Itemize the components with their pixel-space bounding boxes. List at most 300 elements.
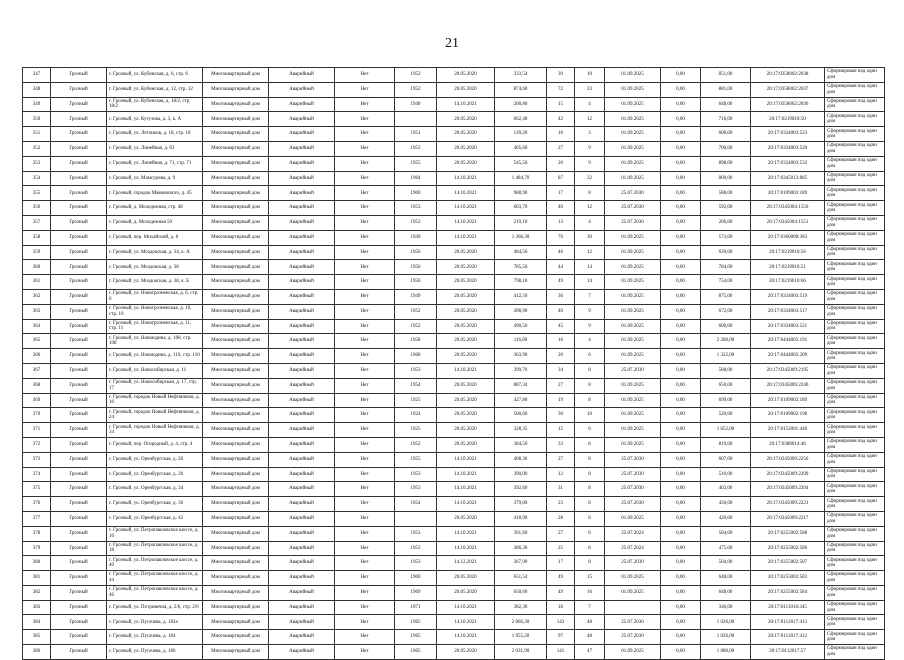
residents-cell: 49 <box>547 571 575 586</box>
area-cell: 219,10 <box>495 215 547 230</box>
cadastral-number-cell: 20:17:0345004:1551 <box>751 215 825 230</box>
resettlement-date-cell: 01.09.2025 <box>605 275 661 290</box>
land-area-cell: 819,00 <box>701 437 751 452</box>
recognition-date-cell: 14.10.2021 <box>437 482 495 497</box>
address-cell: г. Грозный, ул. Кубинская, д. 6, стр. 6 <box>107 68 203 83</box>
building-type-cell: Многоквартирный дом <box>203 497 269 512</box>
resettlement-date-cell: 01.09.2025 <box>605 82 661 97</box>
land-area-cell: 784,00 <box>701 260 751 275</box>
land-area-cell: 881,00 <box>701 82 751 97</box>
cost-cell: 0,00 <box>661 334 701 349</box>
row-number-cell: 350 <box>23 112 51 127</box>
flag-cell: Нет <box>335 630 395 645</box>
flag-cell: Нет <box>335 127 395 142</box>
residents-cell: 76 <box>547 230 575 245</box>
condition-cell: Аварийный <box>269 245 335 260</box>
land-area-cell: 699,00 <box>701 393 751 408</box>
flag-cell: Нет <box>335 482 395 497</box>
condition-cell: Аварийный <box>269 645 335 660</box>
area-cell: 500,60 <box>495 408 547 423</box>
address-cell: г. Грозный, ул. Кубинская, д. 12, стр. 12 <box>107 82 203 97</box>
table-row <box>23 452 885 467</box>
table-row <box>23 334 885 349</box>
flag-cell: Нет <box>335 82 395 97</box>
area-cell: 874,60 <box>495 82 547 97</box>
land-status-cell: Сформирован под один дом <box>825 363 885 378</box>
address-cell: г. Грозный, ул. Оренбургская, д. 26 <box>107 452 203 467</box>
area-cell: 798,10 <box>495 275 547 290</box>
municipality-cell: Грозный <box>51 363 107 378</box>
cost-cell: 0,00 <box>661 393 701 408</box>
apartments-cell: 6 <box>575 423 605 438</box>
flag-cell: Нет <box>335 141 395 156</box>
area-cell: 1 955,20 <box>495 630 547 645</box>
flag-cell: Нет <box>335 334 395 349</box>
apartments-cell: 8 <box>575 497 605 512</box>
municipality-cell: Грозный <box>51 497 107 512</box>
building-type-cell: Многоквартирный дом <box>203 467 269 482</box>
land-area-cell: 754,00 <box>701 275 751 290</box>
land-area-cell: 504,00 <box>701 556 751 571</box>
area-cell: 379,00 <box>495 497 547 512</box>
year-built-cell: 1949 <box>395 230 437 245</box>
address-cell: г. Грозный, ул. Моздокская, д. 38, к. Б <box>107 275 203 290</box>
municipality-cell: Грозный <box>51 378 107 393</box>
table-row <box>23 112 885 127</box>
table-row <box>23 260 885 275</box>
cadastral-number-cell: 20:17:0345009:2240 <box>751 378 825 393</box>
land-status-cell: Сформирован под один дом <box>825 230 885 245</box>
apartments-cell: 8 <box>575 186 605 201</box>
row-number-cell: 355 <box>23 186 51 201</box>
residents-cell: 143 <box>547 615 575 630</box>
recognition-date-cell: 20.05.2020 <box>437 349 495 364</box>
area-cell: 391,60 <box>495 526 547 541</box>
cost-cell: 0,00 <box>661 171 701 186</box>
municipality-cell: Грозный <box>51 541 107 556</box>
municipality-cell: Грозный <box>51 452 107 467</box>
cost-cell: 0,00 <box>661 289 701 304</box>
resettlement-date-cell: 25.07.2030 <box>605 615 661 630</box>
recognition-date-cell: 14.10.2021 <box>437 97 495 112</box>
cost-cell: 0,00 <box>661 156 701 171</box>
building-type-cell: Многоквартирный дом <box>203 615 269 630</box>
table-row <box>23 186 885 201</box>
land-status-cell: Сформирован под один дом <box>825 408 885 423</box>
apartments-cell: 8 <box>575 452 605 467</box>
land-status-cell: Сформирован под один дом <box>825 511 885 526</box>
land-area-cell: 462,00 <box>701 482 751 497</box>
building-type-cell: Многоквартирный дом <box>203 571 269 586</box>
resettlement-date-cell: 25.07.2030 <box>605 630 661 645</box>
table-row <box>23 230 885 245</box>
year-built-cell: 1952 <box>395 319 437 334</box>
table-row <box>23 541 885 556</box>
building-type-cell: Многоквартирный дом <box>203 112 269 127</box>
residents-cell: 49 <box>547 275 575 290</box>
condition-cell: Аварийный <box>269 467 335 482</box>
condition-cell: Аварийный <box>269 408 335 423</box>
condition-cell: Аварийный <box>269 349 335 364</box>
apartments-cell: 4 <box>575 97 605 112</box>
table-row <box>23 497 885 512</box>
recognition-date-cell: 20.05.2020 <box>437 378 495 393</box>
cadastral-number-cell: 20:17:0255002:584 <box>751 585 825 600</box>
land-area-cell: 2 280,00 <box>701 334 751 349</box>
land-status-cell: Сформирован под один дом <box>825 186 885 201</box>
flag-cell: Нет <box>335 437 395 452</box>
cadastral-number-cell: 20:17:0109002:198 <box>751 408 825 423</box>
resettlement-date-cell: 01.09.2025 <box>605 437 661 452</box>
recognition-date-cell: 20.05.2020 <box>437 511 495 526</box>
area-cell: 887,34 <box>495 378 547 393</box>
building-type-cell: Многоквартирный дом <box>203 127 269 142</box>
area-cell: 399,76 <box>495 363 547 378</box>
recognition-date-cell: 14.10.2021 <box>437 201 495 216</box>
table-row <box>23 82 885 97</box>
land-status-cell: Сформирован под один дом <box>825 112 885 127</box>
residents-cell: 19 <box>547 393 575 408</box>
land-area-cell: 1 652,00 <box>701 423 751 438</box>
apartments-cell: 12 <box>575 245 605 260</box>
flag-cell: Нет <box>335 452 395 467</box>
municipality-cell: Грозный <box>51 600 107 615</box>
address-cell: г. Грозный, ул. Петропавловское шоссе, д. 44 <box>107 571 203 586</box>
building-type-cell: Многоквартирный дом <box>203 452 269 467</box>
condition-cell: Аварийный <box>269 378 335 393</box>
cost-cell: 0,00 <box>661 319 701 334</box>
flag-cell: Нет <box>335 260 395 275</box>
building-type-cell: Многоквартирный дом <box>203 171 269 186</box>
land-status-cell: Сформирован под один дом <box>825 526 885 541</box>
apartments-cell: 12 <box>575 112 605 127</box>
condition-cell: Аварийный <box>269 141 335 156</box>
cadastral-number-cell: 20:17:0345009:2195 <box>751 363 825 378</box>
municipality-cell: Грозный <box>51 526 107 541</box>
building-type-cell: Многоквартирный дом <box>203 645 269 660</box>
resettlement-date-cell: 25.07.2030 <box>605 215 661 230</box>
recognition-date-cell: 20.05.2020 <box>437 423 495 438</box>
cadastral-number-cell: 20:17:0255002:587 <box>751 556 825 571</box>
table-row <box>23 393 885 408</box>
row-number-cell: 377 <box>23 511 51 526</box>
cost-cell: 0,00 <box>661 201 701 216</box>
condition-cell: Аварийный <box>269 497 335 512</box>
apartments-cell: 48 <box>575 615 605 630</box>
condition-cell: Аварийный <box>269 275 335 290</box>
recognition-date-cell: 20.05.2020 <box>437 112 495 127</box>
address-cell: г. Грозный, ул. Кутузова, д. 3, к. А <box>107 112 203 127</box>
recognition-date-cell: 20.05.2020 <box>437 289 495 304</box>
condition-cell: Аварийный <box>269 511 335 526</box>
municipality-cell: Грозный <box>51 393 107 408</box>
table-row <box>23 156 885 171</box>
year-built-cell: 1953 <box>395 141 437 156</box>
condition-cell: Аварийный <box>269 452 335 467</box>
condition-cell: Аварийный <box>269 112 335 127</box>
recognition-date-cell: 20.05.2020 <box>437 82 495 97</box>
apartments-cell: 8 <box>575 482 605 497</box>
resettlement-date-cell: 25.07.2030 <box>605 482 661 497</box>
cadastral-number-cell: 20:17:0219010:56 <box>751 245 825 260</box>
address-cell: г. Грозный, д. Молодежная, стр. 48 <box>107 201 203 216</box>
condition-cell: Аварийный <box>269 319 335 334</box>
address-cell: г. Грозный, ул. Новогрозненская, д. 11, стр. 11 <box>107 319 203 334</box>
row-number-cell: 349 <box>23 97 51 112</box>
apartments-cell: 8 <box>575 378 605 393</box>
year-built-cell: 1956 <box>395 260 437 275</box>
municipality-cell: Грозный <box>51 630 107 645</box>
year-built-cell: 1958 <box>395 334 437 349</box>
land-area-cell: 639,00 <box>701 245 751 260</box>
municipality-cell: Грозный <box>51 645 107 660</box>
cadastral-number-cell: 20:17:0219010:66 <box>751 275 825 290</box>
recognition-date-cell: 14.10.2021 <box>437 186 495 201</box>
resettlement-date-cell: 01.09.2025 <box>605 245 661 260</box>
building-type-cell: Многоквартирный дом <box>203 334 269 349</box>
land-area-cell: 716,00 <box>701 112 751 127</box>
address-cell: г. Грозный, пер. Огородный, д. 4, стр. 4 <box>107 437 203 452</box>
resettlement-date-cell: 01.09.2025 <box>605 585 661 600</box>
resettlement-date-cell: 01.09.2025 <box>605 260 661 275</box>
flag-cell: Нет <box>335 289 395 304</box>
condition-cell: Аварийный <box>269 127 335 142</box>
row-number-cell: 347 <box>23 68 51 83</box>
condition-cell: Аварийный <box>269 68 335 83</box>
building-type-cell: Многоквартирный дом <box>203 260 269 275</box>
area-cell: 662,40 <box>495 112 547 127</box>
land-area-cell: 504,00 <box>701 526 751 541</box>
area-cell: 2 031,90 <box>495 645 547 660</box>
row-number-cell: 356 <box>23 201 51 216</box>
building-type-cell: Многоквартирный дом <box>203 541 269 556</box>
area-cell: 545,56 <box>495 156 547 171</box>
cadastral-number-cell: 20:17:0345009:2204 <box>751 482 825 497</box>
flag-cell: Нет <box>335 97 395 112</box>
apartments-cell: 7 <box>575 289 605 304</box>
cost-cell: 0,00 <box>661 467 701 482</box>
condition-cell: Аварийный <box>269 304 335 319</box>
area-cell: 1 366,30 <box>495 230 547 245</box>
condition-cell: Аварийный <box>269 334 335 349</box>
residents-cell: 49 <box>547 585 575 600</box>
row-number-cell: 380 <box>23 556 51 571</box>
municipality-cell: Грозный <box>51 215 107 230</box>
address-cell: г. Грозный, ул. Петропавловское шоссе, д. 46 <box>107 585 203 600</box>
row-number-cell: 367 <box>23 363 51 378</box>
cost-cell: 0,00 <box>661 571 701 586</box>
recognition-date-cell: 20.05.2020 <box>437 393 495 408</box>
year-built-cell: 1960 <box>395 571 437 586</box>
flag-cell: Нет <box>335 423 395 438</box>
cost-cell: 0,00 <box>661 186 701 201</box>
apartments-cell: 8 <box>575 467 605 482</box>
building-type-cell: Многоквартирный дом <box>203 304 269 319</box>
row-number-cell: 386 <box>23 645 51 660</box>
address-cell: г. Грозный, ул. Новогрозненская, д. 10, стр. 10 <box>107 304 203 319</box>
cost-cell: 0,00 <box>661 378 701 393</box>
row-number-cell: 381 <box>23 571 51 586</box>
row-number-cell: 358 <box>23 230 51 245</box>
cost-cell: 0,00 <box>661 497 701 512</box>
cadastral-number-cell: 20:17:0112017:57 <box>751 645 825 660</box>
municipality-cell: Грозный <box>51 437 107 452</box>
row-number-cell: 375 <box>23 482 51 497</box>
area-cell: 490,50 <box>495 319 547 334</box>
land-status-cell: Сформирован под один дом <box>825 215 885 230</box>
resettlement-date-cell: 25.07.2024 <box>605 541 661 556</box>
building-type-cell: Многоквартирный дом <box>203 526 269 541</box>
cadastral-number-cell: 20:17:0255002:583 <box>751 571 825 586</box>
cadastral-number-cell: 20:17:0219010:51 <box>751 260 825 275</box>
year-built-cell: 1965 <box>395 615 437 630</box>
municipality-cell: Грозный <box>51 141 107 156</box>
land-status-cell: Сформирован под один дом <box>825 630 885 645</box>
area-cell: 2 066,30 <box>495 615 547 630</box>
area-cell: 785,56 <box>495 260 547 275</box>
recognition-date-cell: 20.05.2020 <box>437 571 495 586</box>
land-area-cell: 700,00 <box>701 141 751 156</box>
residents-cell: 31 <box>547 482 575 497</box>
row-number-cell: 383 <box>23 600 51 615</box>
resettlement-date-cell: 01.09.2025 <box>605 127 661 142</box>
condition-cell: Аварийный <box>269 437 335 452</box>
cadastral-number-cell: 20:17:0345009:2221 <box>751 497 825 512</box>
flag-cell: Нет <box>335 230 395 245</box>
cost-cell: 0,00 <box>661 556 701 571</box>
residents-cell: 16 <box>547 334 575 349</box>
condition-cell: Аварийный <box>269 571 335 586</box>
table-row <box>23 511 885 526</box>
recognition-date-cell: 14.10.2021 <box>437 215 495 230</box>
condition-cell: Аварийный <box>269 82 335 97</box>
apartments-cell: 10 <box>575 408 605 423</box>
municipality-cell: Грозный <box>51 482 107 497</box>
area-cell: 412,50 <box>495 289 547 304</box>
residents-cell: 33 <box>547 437 575 452</box>
cadastral-number-cell: 20:17:0380014:46 <box>751 437 825 452</box>
building-type-cell: Многоквартирный дом <box>203 186 269 201</box>
flag-cell: Нет <box>335 201 395 216</box>
cadastral-number-cell: 20:17:0345009:2209 <box>751 467 825 482</box>
flag-cell: Нет <box>335 526 395 541</box>
year-built-cell: 1952 <box>395 82 437 97</box>
building-type-cell: Многоквартирный дом <box>203 630 269 645</box>
year-built-cell: 1971 <box>395 600 437 615</box>
cadastral-number-cell: 20:17:0358002:2036 <box>751 97 825 112</box>
condition-cell: Аварийный <box>269 600 335 615</box>
cost-cell: 0,00 <box>661 112 701 127</box>
apartments-cell: 15 <box>575 571 605 586</box>
resettlement-date-cell: 01.09.2025 <box>605 378 661 393</box>
recognition-date-cell: 14.10.2021 <box>437 230 495 245</box>
apartments-cell: 14 <box>575 275 605 290</box>
area-cell: 418,90 <box>495 511 547 526</box>
land-status-cell: Сформирован под один дом <box>825 467 885 482</box>
land-status-cell: Сформирован под один дом <box>825 541 885 556</box>
area-cell: 988,90 <box>495 186 547 201</box>
table-row <box>23 245 885 260</box>
cost-cell: 0,00 <box>661 541 701 556</box>
table-row <box>23 171 885 186</box>
municipality-cell: Грозный <box>51 334 107 349</box>
cadastral-number-cell: 20:17:0112017:412 <box>751 630 825 645</box>
residents-cell: 45 <box>547 319 575 334</box>
year-built-cell: 1965 <box>395 630 437 645</box>
row-number-cell: 368 <box>23 378 51 393</box>
municipality-cell: Грозный <box>51 230 107 245</box>
land-status-cell: Сформирован под один дом <box>825 497 885 512</box>
row-number-cell: 370 <box>23 408 51 423</box>
condition-cell: Аварийный <box>269 363 335 378</box>
year-built-cell: 1953 <box>395 556 437 571</box>
cadastral-number-cell: 20:17:0109003:189 <box>751 186 825 201</box>
year-built-cell: 1953 <box>395 201 437 216</box>
address-cell: г. Грозный, пер. Михайский, д. 8 <box>107 230 203 245</box>
municipality-cell: Грозный <box>51 319 107 334</box>
flag-cell: Нет <box>335 556 395 571</box>
resettlement-date-cell: 01.09.2025 <box>605 334 661 349</box>
year-built-cell: 1925 <box>395 393 437 408</box>
cadastral-number-cell: 20:17:0444005:191 <box>751 334 825 349</box>
resettlement-date-cell: 01.09.2025 <box>605 423 661 438</box>
year-built-cell <box>395 511 437 526</box>
cost-cell: 0,00 <box>661 630 701 645</box>
residents-cell: 15 <box>547 97 575 112</box>
recognition-date-cell: 20.05.2020 <box>437 319 495 334</box>
recognition-date-cell: 14.10.2021 <box>437 452 495 467</box>
cadastral-number-cell: 20:17:0255002:588 <box>751 526 825 541</box>
cadastral-number-cell: 20:17:0111010:345 <box>751 600 825 615</box>
year-built-cell: 1968 <box>395 349 437 364</box>
apartments-cell: 4 <box>575 334 605 349</box>
building-type-cell: Многоквартирный дом <box>203 378 269 393</box>
land-area-cell: 648,00 <box>701 585 751 600</box>
land-status-cell: Сформирован под один дом <box>825 201 885 216</box>
table-row <box>23 319 885 334</box>
row-number-cell: 361 <box>23 275 51 290</box>
residents-cell: 97 <box>547 630 575 645</box>
municipality-cell: Грозный <box>51 571 107 586</box>
flag-cell: Нет <box>335 186 395 201</box>
land-area-cell: 592,00 <box>701 201 751 216</box>
table-row <box>23 275 885 290</box>
resettlement-date-cell: 25.07.2030 <box>605 497 661 512</box>
cost-cell: 0,00 <box>661 526 701 541</box>
residents-cell: 72 <box>547 82 575 97</box>
flag-cell: Нет <box>335 112 395 127</box>
row-number-cell: 364 <box>23 319 51 334</box>
cost-cell: 0,00 <box>661 275 701 290</box>
cadastral-number-cell: 20:17:0255002:586 <box>751 541 825 556</box>
resettlement-date-cell: 25.07.2024 <box>605 526 661 541</box>
condition-cell: Аварийный <box>269 201 335 216</box>
year-built-cell: 1952 <box>395 304 437 319</box>
table-row <box>23 526 885 541</box>
recognition-date-cell: 20.05.2020 <box>437 408 495 423</box>
year-built-cell: 1952 <box>395 68 437 83</box>
table-row <box>23 556 885 571</box>
residents-cell: 17 <box>547 556 575 571</box>
flag-cell: Нет <box>335 245 395 260</box>
cadastral-number-cell: 20:17:0345004:1550 <box>751 201 825 216</box>
cost-cell: 0,00 <box>661 230 701 245</box>
row-number-cell: 351 <box>23 127 51 142</box>
year-built-cell: 1951 <box>395 127 437 142</box>
building-type-cell: Многоквартирный дом <box>203 289 269 304</box>
resettlement-date-cell: 25.07.2030 <box>605 467 661 482</box>
municipality-cell: Грозный <box>51 408 107 423</box>
